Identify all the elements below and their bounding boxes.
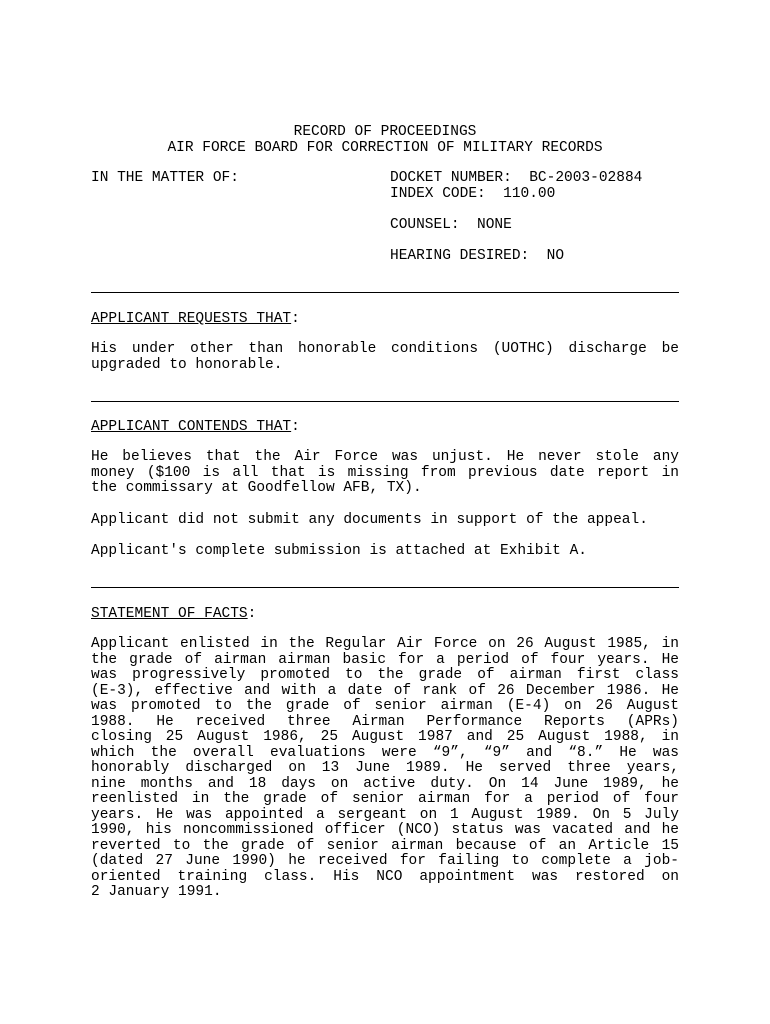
facts-line: Applicant enlisted in the Regular Air Force on 26 August 1985, in xyxy=(91,636,679,652)
facts-line: was promoted to the grade of senior airman (E-4) on 26 August xyxy=(91,698,679,714)
facts-line: honorably discharged on 13 June 1989. He served three years, xyxy=(91,760,679,776)
facts-line: was progressively promoted to the grade of airman first class xyxy=(91,667,679,683)
document-title: RECORD OF PROCEEDINGS xyxy=(293,124,477,140)
contends-no-documents: Applicant did not submit any documents in support of the appeal. xyxy=(91,512,648,528)
index-code: INDEX CODE: 110.00 xyxy=(390,186,556,202)
facts-line: reverted to the grade of senior airman because of an Article 15 xyxy=(91,837,679,854)
contends-line: money ($100 is all that is missing from previous date report in xyxy=(91,464,679,481)
facts-line: years. He was appointed a sergeant on 1 August 1989. On 5 July xyxy=(91,806,679,823)
requests-paragraph xyxy=(91,342,679,373)
counsel: COUNSEL: NONE xyxy=(390,217,512,233)
requests-heading-text: APPLICANT REQUESTS THAT xyxy=(91,311,292,327)
requests-line: His under other than honorable conditions (UOTHC) discharge be xyxy=(91,341,679,357)
facts-line: nine months and 18 days on active duty. On 14 June 1989, he xyxy=(91,775,679,792)
requests-line: upgraded to honorable. xyxy=(91,356,283,373)
contends-exhibit: Applicant's complete submission is attached at Exhibit A. xyxy=(91,543,587,559)
facts-heading-text: STATEMENT OF FACTS xyxy=(91,606,248,622)
matter-label: IN THE MATTER OF: xyxy=(91,170,239,186)
facts-heading: STATEMENT OF FACTS: xyxy=(91,606,257,622)
contends-line: He believes that the Air Force was unjust. He never stole any xyxy=(91,449,679,465)
facts-line: (dated 27 June 1990) he received for failing to complete a job- xyxy=(91,853,679,869)
facts-paragraph xyxy=(91,637,679,901)
facts-line: which the overall evaluations were “9”, “9” and “8.” He was xyxy=(91,744,679,761)
section-divider xyxy=(91,587,679,588)
section-divider xyxy=(91,401,679,402)
facts-line: the grade of airman airman basic for a period of four years. He xyxy=(91,651,679,668)
facts-line: 1988. He received three Airman Performance Reports (APRs) xyxy=(91,713,679,730)
hearing-desired: HEARING DESIRED: NO xyxy=(390,248,565,264)
contends-heading: APPLICANT CONTENDS THAT: xyxy=(91,419,300,435)
facts-line: 1990, his noncommissioned officer (NCO) status was vacated and he xyxy=(91,822,679,838)
contends-line: the commissary at Goodfellow AFB, TX). xyxy=(91,480,422,496)
document-subtitle: AIR FORCE BOARD FOR CORRECTION OF MILITARY RECORDS xyxy=(167,140,603,156)
facts-line: oriented training class. His NCO appointment was restored on xyxy=(91,868,679,885)
facts-line: closing 25 August 1986, 25 August 1987 and 25 August 1988, in xyxy=(91,729,679,745)
requests-heading: APPLICANT REQUESTS THAT: xyxy=(91,311,300,327)
section-divider xyxy=(91,292,679,293)
facts-line: reenlisted in the grade of senior airman for a period of four xyxy=(91,791,679,807)
facts-line: 2 January 1991. xyxy=(91,884,222,900)
contends-paragraph xyxy=(91,450,679,497)
contends-heading-text: APPLICANT CONTENDS THAT xyxy=(91,419,292,435)
docket-number: DOCKET NUMBER: BC-2003-02884 xyxy=(390,170,643,186)
facts-line: (E-3), effective and with a date of rank of 26 December 1986. He xyxy=(91,682,679,699)
